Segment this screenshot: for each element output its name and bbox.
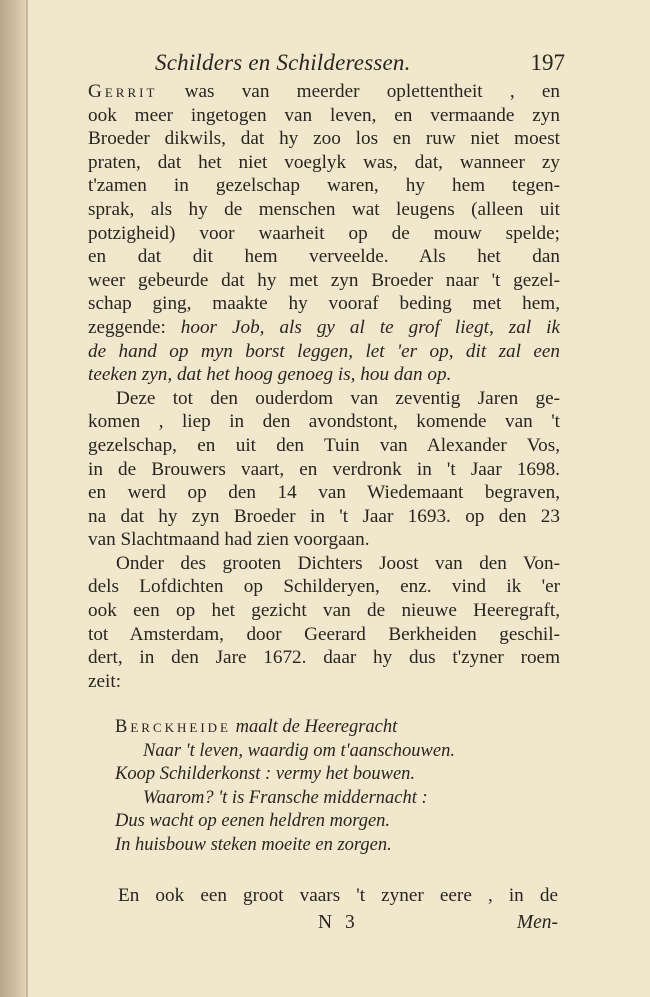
text-line [88,151,560,175]
poem-line-5: Dus wacht op eenen heldren morgen. [115,811,391,831]
poem-name-smallcaps: Berckheide [115,717,231,737]
text-line [88,552,560,576]
catchword: Men- [516,912,558,933]
poem-line-1 [115,716,555,740]
line-text: Deze tot den ouderdom van zeventig Jaren ge- [116,387,560,409]
line-text: dels Lofdichten op Schilderyen, enz. vind ik 'er [88,576,560,598]
poem-line-6: In huisbouw steken moeite en zorgen. [115,834,392,855]
line-text: schap ging, maakte hy vooraf beding met hem, [88,293,560,315]
italic-quote: teeken zyn, dat het hoog genoeg is, hou dan op. [88,364,452,386]
text-line [88,646,560,670]
line-text: in de Brouwers vaart, en verdronk in 't Jaar 1698. [88,458,560,480]
poem-line-2: Naar 't leven, waardig om t'aanschouwen. [143,740,455,761]
text-line [88,599,560,623]
text-line [88,670,560,694]
text-line [88,363,560,387]
line-text: van Slachtmaand had zien voorgaan. [88,529,370,551]
body-text [88,80,560,693]
name-smallcaps: Gerrit [88,81,158,102]
line-text: komen , liep in den avondstont, komende van 't [88,411,560,433]
line-text: ook meer ingetogen van leven, en vermaande zyn [88,104,560,126]
text-line [88,245,560,269]
line-text: praten, dat het niet voeglyk was, dat, wanneer zy [88,151,560,173]
text-line [88,292,560,316]
book-gutter [0,0,26,997]
line-text: Broeder dikwils, dat hy zoo los en ruw niet moest [88,128,560,150]
text-line [88,174,560,198]
poem-line-4: Waarom? 't is Fransche middernacht : [143,787,428,808]
line-text: gezelschap, en uit den Tuin van Alexander Vos, [88,434,560,456]
text-line [88,623,560,647]
page-header [155,50,565,80]
text-line [88,434,560,458]
text-line [88,316,560,340]
text-line [88,198,560,222]
signature-mark: N 3 [318,912,359,933]
text-line [88,481,560,505]
text-line [88,528,560,552]
line-text: en dat dit hem verveelde. Als het dan [88,246,560,268]
page-footer [118,912,558,942]
line-text: zeit: [88,670,122,692]
final-line: En ook een groot vaars 't zyner eere , in de [118,885,558,906]
line-text: dert, in den Jare 1672. daar hy dus t'zyner roem [88,647,560,669]
italic-quote: de hand op myn borst leggen, let 'er op, dit zal een [88,340,560,362]
line-text: tot Amsterdam, door Geerard Berkheiden geschil- [88,623,560,645]
line-text: sprak, als hy de menschen wat leugens (alleen uit [88,198,560,220]
text-line [88,505,560,529]
poem [115,716,555,857]
line-text: en werd op den 14 van Wiedemaant begraven, [88,482,560,504]
line-text: Onder des grooten Dichters Joost van den Von- [116,552,560,574]
text-line [88,575,560,599]
italic-quote: hoor Job, als gy al te grof liegt, zal ik [180,316,560,338]
text-line [88,387,560,411]
text-line [88,80,560,104]
text-line [88,269,560,293]
text-line [88,104,560,128]
running-head: Schilders en Schilderessen. [155,50,411,75]
text-line [88,458,560,482]
text-line [88,410,560,434]
line-text: weer gebeurde dat hy met zyn Broeder naar 't gezel- [88,269,560,291]
page-number: 197 [530,50,565,75]
line-text: zeggende: [88,316,181,338]
line-text: t'zamen in gezelschap waren, hy hem tegen- [88,175,560,197]
line-text: na dat hy zyn Broeder in 't Jaar 1693. op den 23 [88,505,560,527]
text-line [88,127,560,151]
poem-line-3: Koop Schilderkonst : vermy het bouwen. [115,764,416,784]
text-line [88,222,560,246]
line-text: was van meerder oplettentheit , en [157,81,560,102]
line-text: potzigheid) voor waarheit op de mouw spelde; [88,222,560,244]
line-text: ook een op het gezicht van de nieuwe Heeregraft, [88,600,560,622]
text-line [88,340,560,364]
poem-line-1-rest: maalt de Heeregracht [231,717,398,737]
